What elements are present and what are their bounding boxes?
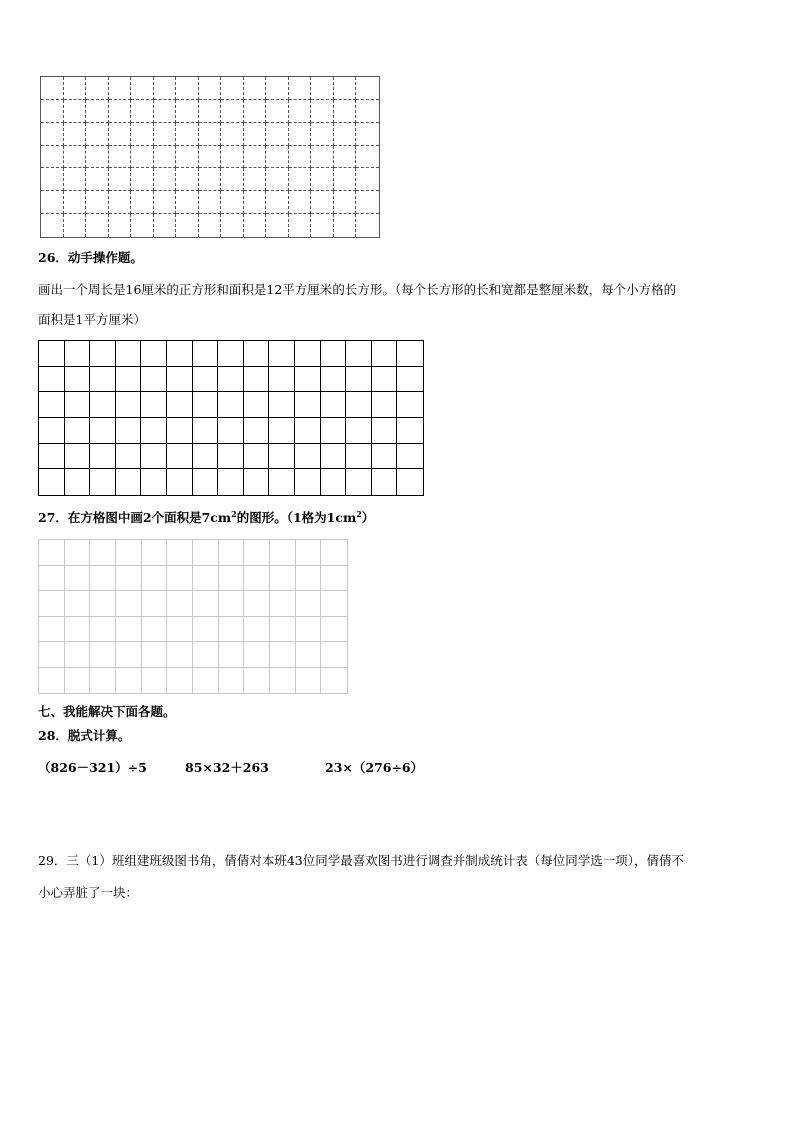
grid-cell xyxy=(39,469,65,495)
grid-cell xyxy=(142,591,168,617)
grid-cell xyxy=(218,444,244,470)
grid-cell xyxy=(41,168,64,191)
grid-cell xyxy=(39,392,65,418)
grid-cell xyxy=(296,617,322,643)
grid-cell xyxy=(244,418,270,444)
grid-cell xyxy=(334,123,357,146)
grid-cell xyxy=(176,146,199,169)
q29-line1: 29．三（1）班组建班级图书角，倩倩对本班43位同学最喜欢图书进行调查并制成统计表（每位同学选一项），倩倩不 xyxy=(38,853,685,868)
grid-cell xyxy=(64,123,87,146)
grid-cell xyxy=(131,214,154,237)
grid-cell xyxy=(65,341,91,367)
q26-line1: 画出一个周长是16厘米的正方形和面积是12平方厘米的长方形。（每个长方形的长和宽都是整厘米数，每个小方格的 xyxy=(38,282,677,297)
grid-cell xyxy=(39,566,65,592)
grid-cell xyxy=(266,77,289,100)
grid-cell xyxy=(289,191,312,214)
grid-cell xyxy=(269,444,295,470)
grid-cell xyxy=(218,469,244,495)
grid-cell xyxy=(321,540,347,566)
grid-cell xyxy=(289,100,312,123)
grid-cell xyxy=(321,367,347,393)
grid-cell xyxy=(321,668,347,694)
grid-cell xyxy=(142,540,168,566)
grid-cell xyxy=(218,367,244,393)
grid-cell xyxy=(244,168,267,191)
grid-cell xyxy=(199,77,222,100)
grid-cell xyxy=(90,392,116,418)
grid-cell xyxy=(141,444,167,470)
grid-cell xyxy=(193,642,219,668)
grid-cell xyxy=(41,214,64,237)
q27-text-b: 的图形。（1格为1cm xyxy=(236,510,357,525)
grid-cell xyxy=(219,642,245,668)
q27-text-c: ） xyxy=(361,510,375,525)
grid-cell xyxy=(141,341,167,367)
section7-title: 七、我能解决下面各题。 xyxy=(38,704,176,719)
grid-cell xyxy=(64,214,87,237)
grid-cell xyxy=(356,123,379,146)
grid-cell xyxy=(90,566,116,592)
grid-cell xyxy=(193,392,219,418)
grid-cell xyxy=(346,392,372,418)
grid-cell xyxy=(321,341,347,367)
grid-cell xyxy=(154,123,177,146)
grid-cell xyxy=(372,469,398,495)
grid-cell xyxy=(193,668,219,694)
grid-cell xyxy=(167,591,193,617)
grid-cell xyxy=(167,566,193,592)
grid-cell xyxy=(321,469,347,495)
grid-cell xyxy=(311,191,334,214)
grid-cell xyxy=(311,168,334,191)
grid-cell xyxy=(218,392,244,418)
grid-cell xyxy=(356,100,379,123)
grid-cell xyxy=(295,367,321,393)
grid-cell xyxy=(109,100,132,123)
q27-text-a: 27．在方格图中画2个面积是7cm xyxy=(38,510,232,525)
grid-cell xyxy=(296,566,322,592)
grid-cell xyxy=(167,367,193,393)
q27-text xyxy=(38,510,374,525)
grid-cell xyxy=(296,668,322,694)
grid-cell xyxy=(199,168,222,191)
grid-cell xyxy=(39,341,65,367)
grid-cell xyxy=(289,168,312,191)
grid-cell xyxy=(356,146,379,169)
grid-cell xyxy=(244,123,267,146)
grid-cell xyxy=(64,168,87,191)
grid-cell xyxy=(244,367,270,393)
grid-cell xyxy=(334,168,357,191)
grid-cell xyxy=(199,123,222,146)
grid-cell xyxy=(167,341,193,367)
grid-cell xyxy=(41,100,64,123)
grid-cell xyxy=(372,444,398,470)
grid-cell xyxy=(397,367,423,393)
grid-cell xyxy=(167,642,193,668)
grid-cell xyxy=(167,418,193,444)
grid-cell xyxy=(356,77,379,100)
dashed-grid xyxy=(40,76,380,238)
grid-cell xyxy=(244,191,267,214)
q27-sup-a: 2 xyxy=(231,509,237,519)
grid-cell xyxy=(154,100,177,123)
grid-cell xyxy=(397,418,423,444)
grid-cell xyxy=(142,668,168,694)
grid-cell xyxy=(41,146,64,169)
grid-cell xyxy=(167,469,193,495)
grid-cell xyxy=(39,642,65,668)
grid-cell xyxy=(65,642,91,668)
grid-cell xyxy=(109,191,132,214)
grid-cell xyxy=(346,418,372,444)
grid-cell xyxy=(116,668,142,694)
grid-cell xyxy=(244,642,270,668)
grid-cell xyxy=(64,77,87,100)
grid-cell xyxy=(193,469,219,495)
grid-cell xyxy=(167,668,193,694)
grid-cell xyxy=(193,591,219,617)
grid-cell xyxy=(372,341,398,367)
grid-cell xyxy=(266,146,289,169)
grid-cell xyxy=(219,566,245,592)
grid-cell xyxy=(296,642,322,668)
grid-cell xyxy=(176,100,199,123)
grid-cell xyxy=(372,392,398,418)
grid-cell xyxy=(244,100,267,123)
grid-cell xyxy=(131,168,154,191)
grid-cell xyxy=(116,617,142,643)
grid-cell xyxy=(266,191,289,214)
grid-cell xyxy=(269,392,295,418)
grid-cell xyxy=(116,642,142,668)
grid-cell xyxy=(218,341,244,367)
grid-cell xyxy=(109,146,132,169)
grid-cell xyxy=(86,191,109,214)
grid-cell xyxy=(167,444,193,470)
grid-cell xyxy=(199,100,222,123)
grid-cell xyxy=(41,191,64,214)
grid-cell xyxy=(221,168,244,191)
grid-cell xyxy=(296,591,322,617)
grid-cell xyxy=(244,444,270,470)
grid-cell xyxy=(154,146,177,169)
grid-cell xyxy=(295,418,321,444)
grid-cell xyxy=(270,668,296,694)
grid-cell xyxy=(372,367,398,393)
grid-cell xyxy=(39,540,65,566)
grid-cell xyxy=(321,642,347,668)
grid-cell xyxy=(266,214,289,237)
grid-cell xyxy=(244,146,267,169)
grid-cell xyxy=(39,591,65,617)
grid-cell xyxy=(270,642,296,668)
grid-cell xyxy=(167,540,193,566)
grid-cell xyxy=(131,191,154,214)
grid-cell xyxy=(154,214,177,237)
grid-cell xyxy=(142,642,168,668)
grid-cell xyxy=(266,100,289,123)
solid-grid xyxy=(38,340,424,496)
grid-cell xyxy=(311,77,334,100)
grid-cell xyxy=(90,367,116,393)
grid-cell xyxy=(289,146,312,169)
grid-cell xyxy=(65,591,91,617)
grid-cell xyxy=(65,540,91,566)
grid-cell xyxy=(244,77,267,100)
grid-cell xyxy=(167,392,193,418)
grid-cell xyxy=(65,392,91,418)
grid-cell xyxy=(109,168,132,191)
grid-cell xyxy=(167,617,193,643)
grid-cell xyxy=(334,100,357,123)
grid-cell xyxy=(244,540,270,566)
grid-cell xyxy=(65,617,91,643)
grid-cell xyxy=(289,214,312,237)
grid-cell xyxy=(86,123,109,146)
grid-cell xyxy=(269,469,295,495)
grid-cell xyxy=(176,77,199,100)
grid-cell xyxy=(221,214,244,237)
grid-cell xyxy=(270,566,296,592)
grid-cell xyxy=(221,146,244,169)
grid-cell xyxy=(141,392,167,418)
grid-cell xyxy=(244,668,270,694)
grid-cell xyxy=(41,123,64,146)
grid-cell xyxy=(356,191,379,214)
grid-cell xyxy=(142,617,168,643)
grid-cell xyxy=(397,392,423,418)
grid-cell xyxy=(270,591,296,617)
grid-cell xyxy=(116,540,142,566)
grid-cell xyxy=(176,214,199,237)
grid-cell xyxy=(244,469,270,495)
grid-cell xyxy=(244,214,267,237)
grid-cell xyxy=(39,444,65,470)
grid-cell xyxy=(321,617,347,643)
grid-cell xyxy=(221,77,244,100)
grid-cell xyxy=(131,146,154,169)
grid-cell xyxy=(193,367,219,393)
grid-cell xyxy=(154,168,177,191)
grid-cell xyxy=(116,469,142,495)
grid-cell xyxy=(321,418,347,444)
grid-cell xyxy=(244,392,270,418)
q28-title: 28．脱式计算。 xyxy=(38,728,131,743)
grid-cell xyxy=(321,591,347,617)
grid-cell xyxy=(199,214,222,237)
grid-cell xyxy=(218,418,244,444)
grid-cell xyxy=(90,469,116,495)
grid-cell xyxy=(346,341,372,367)
grid-cell xyxy=(397,469,423,495)
grid-cell xyxy=(334,191,357,214)
grid-cell xyxy=(193,341,219,367)
grid-cell xyxy=(90,540,116,566)
grid-cell xyxy=(90,617,116,643)
grid-cell xyxy=(346,469,372,495)
grid-cell xyxy=(269,367,295,393)
grid-cell xyxy=(90,591,116,617)
grid-cell xyxy=(141,367,167,393)
grid-cell xyxy=(311,146,334,169)
grid-cell xyxy=(41,77,64,100)
grid-cell xyxy=(295,392,321,418)
grid-cell xyxy=(141,469,167,495)
grid-cell xyxy=(270,617,296,643)
grid-cell xyxy=(116,418,142,444)
grid-cell xyxy=(219,617,245,643)
grid-cell xyxy=(39,617,65,643)
grid-cell xyxy=(346,444,372,470)
grid-cell xyxy=(334,214,357,237)
grid-cell xyxy=(266,168,289,191)
grid-cell xyxy=(397,341,423,367)
grid-cell xyxy=(39,418,65,444)
grid-cell xyxy=(64,146,87,169)
grid-cell xyxy=(356,168,379,191)
grid-cell xyxy=(295,469,321,495)
grid-cell xyxy=(372,418,398,444)
grid-cell xyxy=(193,617,219,643)
grid-cell xyxy=(199,146,222,169)
grid-cell xyxy=(90,642,116,668)
grid-cell xyxy=(311,123,334,146)
grid-cell xyxy=(86,146,109,169)
grid-cell xyxy=(109,214,132,237)
q28-expr1: （826－321）÷5 xyxy=(38,760,147,775)
grid-cell xyxy=(270,540,296,566)
grid-cell xyxy=(109,123,132,146)
grid-cell xyxy=(193,444,219,470)
grid-cell xyxy=(221,191,244,214)
q28-expr3: 23×（276÷6） xyxy=(325,760,424,775)
grid-cell xyxy=(154,191,177,214)
grid-cell xyxy=(90,341,116,367)
grid-cell xyxy=(64,100,87,123)
q29-line2: 小心弄脏了一块： xyxy=(38,885,139,900)
grid-cell xyxy=(154,77,177,100)
grid-cell xyxy=(90,418,116,444)
grid-cell xyxy=(266,123,289,146)
grid-cell xyxy=(90,668,116,694)
grid-cell xyxy=(193,540,219,566)
grid-cell xyxy=(244,341,270,367)
grid-cell xyxy=(65,367,91,393)
grid-cell xyxy=(244,617,270,643)
grid-cell xyxy=(221,100,244,123)
grid-cell xyxy=(176,191,199,214)
grid-cell xyxy=(131,100,154,123)
grid-cell xyxy=(289,123,312,146)
grid-cell xyxy=(65,418,91,444)
grid-cell xyxy=(321,392,347,418)
grid-cell xyxy=(289,77,312,100)
grid-cell xyxy=(116,392,142,418)
light-grid xyxy=(38,539,348,694)
grid-cell xyxy=(86,168,109,191)
q26-title: 26．动手操作题。 xyxy=(38,250,143,265)
grid-cell xyxy=(116,341,142,367)
grid-cell xyxy=(86,214,109,237)
grid-cell xyxy=(219,540,245,566)
grid-cell xyxy=(219,591,245,617)
grid-cell xyxy=(65,668,91,694)
grid-cell xyxy=(244,566,270,592)
grid-cell xyxy=(86,100,109,123)
grid-cell xyxy=(176,123,199,146)
grid-cell xyxy=(296,540,322,566)
grid-cell xyxy=(346,367,372,393)
grid-cell xyxy=(193,418,219,444)
grid-cell xyxy=(109,77,132,100)
grid-cell xyxy=(65,444,91,470)
grid-cell xyxy=(65,469,91,495)
grid-cell xyxy=(321,444,347,470)
grid-cell xyxy=(116,566,142,592)
grid-cell xyxy=(244,591,270,617)
grid-cell xyxy=(397,444,423,470)
grid-cell xyxy=(356,214,379,237)
grid-cell xyxy=(269,418,295,444)
grid-cell xyxy=(176,168,199,191)
grid-cell xyxy=(39,367,65,393)
grid-cell xyxy=(141,418,167,444)
grid-cell xyxy=(311,214,334,237)
grid-cell xyxy=(90,444,116,470)
q28-expr2: 85×32＋263 xyxy=(185,760,269,775)
q27-sup-b: 2 xyxy=(356,509,362,519)
grid-cell xyxy=(311,100,334,123)
grid-cell xyxy=(334,77,357,100)
grid-cell xyxy=(116,591,142,617)
grid-cell xyxy=(116,367,142,393)
grid-cell xyxy=(199,191,222,214)
grid-cell xyxy=(295,444,321,470)
grid-cell xyxy=(131,123,154,146)
grid-cell xyxy=(64,191,87,214)
grid-cell xyxy=(65,566,91,592)
grid-cell xyxy=(321,566,347,592)
grid-cell xyxy=(86,77,109,100)
grid-cell xyxy=(221,123,244,146)
grid-cell xyxy=(295,341,321,367)
grid-cell xyxy=(116,444,142,470)
grid-cell xyxy=(39,668,65,694)
q26-line2: 面积是1平方厘米） xyxy=(38,312,146,327)
grid-cell xyxy=(269,341,295,367)
grid-cell xyxy=(193,566,219,592)
grid-cell xyxy=(334,146,357,169)
grid-cell xyxy=(219,668,245,694)
grid-cell xyxy=(131,77,154,100)
grid-cell xyxy=(142,566,168,592)
